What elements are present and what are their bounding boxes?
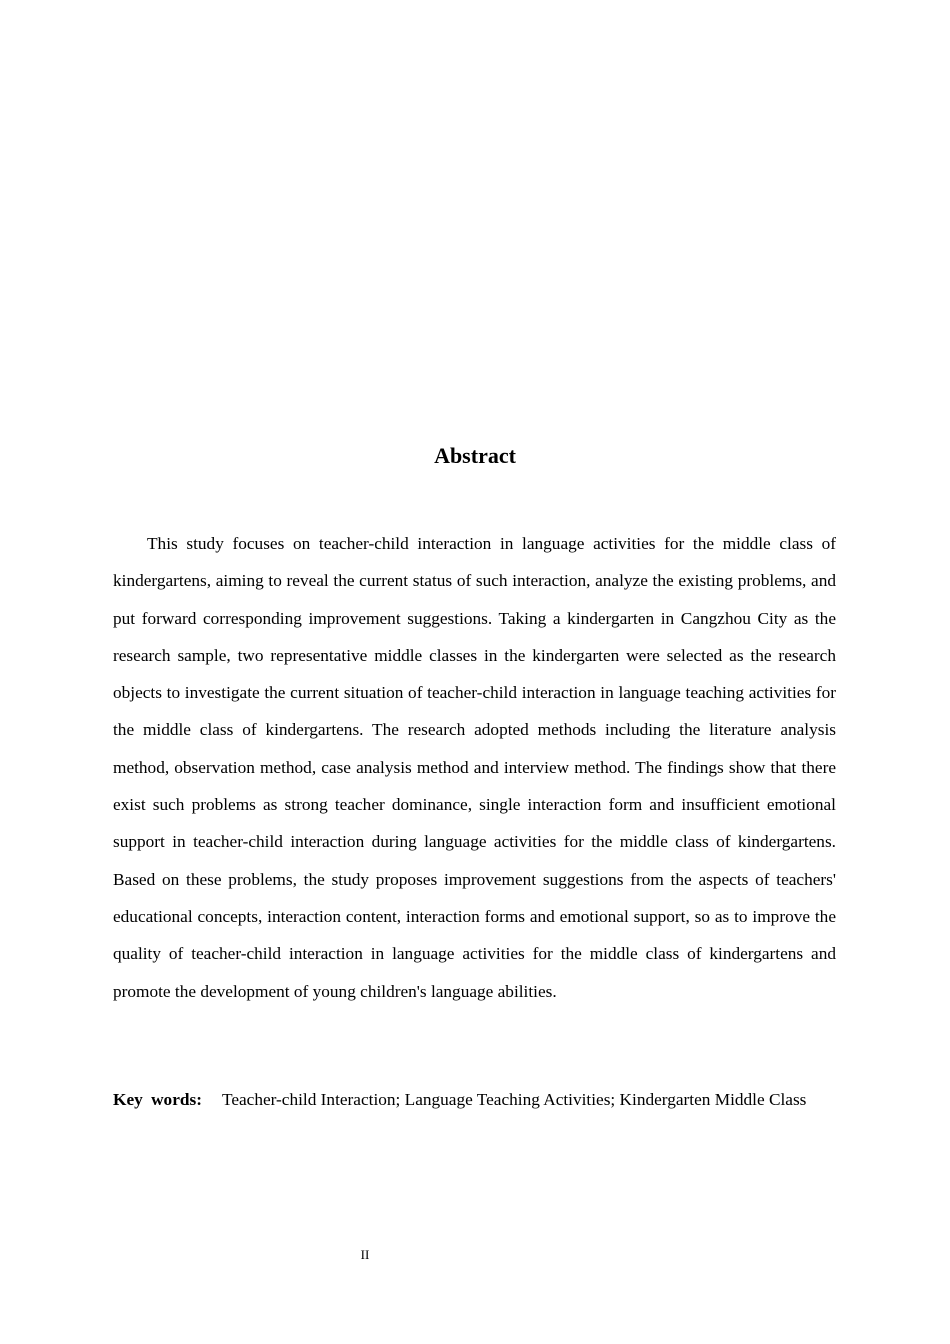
abstract-title: Abstract xyxy=(434,443,516,468)
keywords-text: Teacher-child Interaction; Language Teaching Activities; Kindergarten Middle Class xyxy=(221,1090,807,1109)
abstract-body: This study focuses on teacher-child interaction in language activities for the middle class of kindergartens, aiming to reveal the current status of such interaction, analyze the existing problems, and put forward corresponding improvement suggestions. Taking a kindergarten in Cangzhou City as the research sample, two representative middle classes in the kindergarten were selected as the research objects to investigate the current situation of teacher-child interaction in language teaching activities for the middle class of kindergartens. The research adopted methods including the literature analysis method, observation method, case analysis method and interview method. The findings show that there exist such problems as strong teacher dominance, single interaction form and insufficient emotional support in teacher-child interaction during language activities for the middle class of kindergartens. Based on these problems, the study proposes improvement suggestions from the aspects of teachers' educational concepts, interaction content, interaction forms and emotional support, so as to improve the quality of teacher-child interaction in language activities for the middle class of kindergartens and promote the development of young children's language abilities. xyxy=(113,534,836,1001)
keywords-line xyxy=(113,1081,836,1118)
page-number: II xyxy=(360,1247,370,1262)
keywords-label: Key words: xyxy=(113,1090,202,1109)
